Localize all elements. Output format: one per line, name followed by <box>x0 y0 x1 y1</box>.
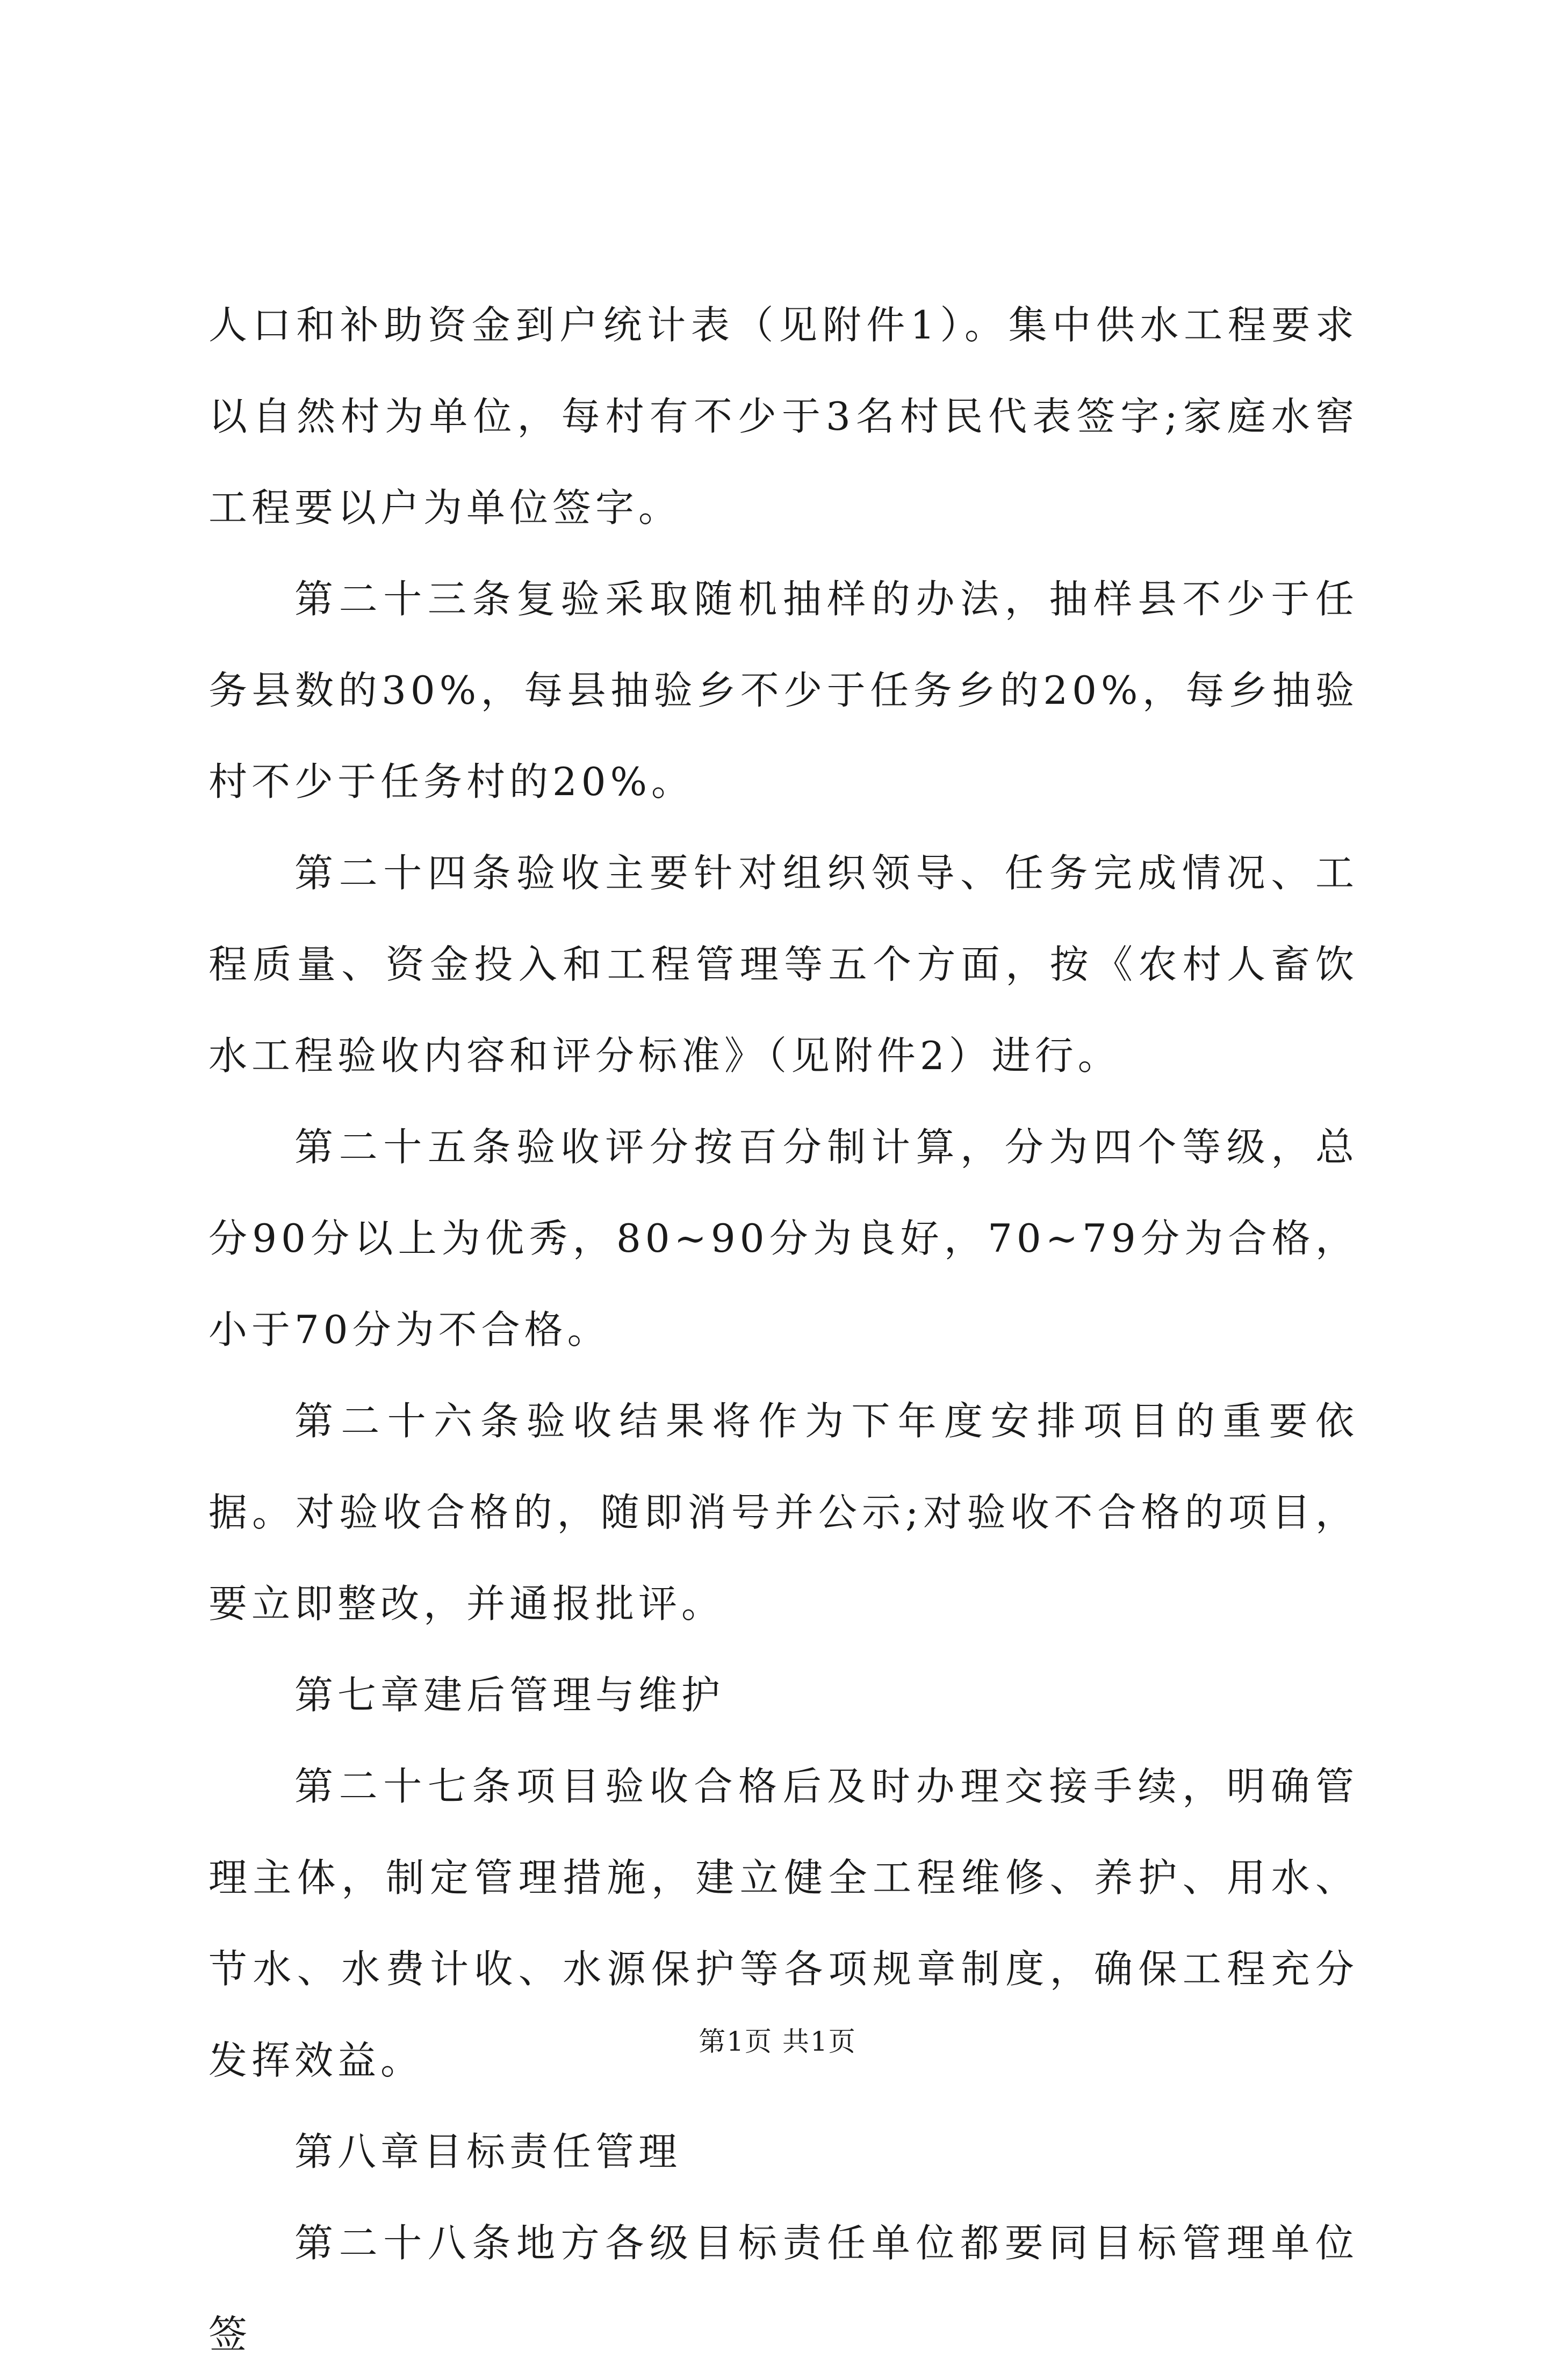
paragraph-article-25: 第二十五条验收评分按百分制计算，分为四个等级，总分90分以上为优秀，80~90分为良好，70~79分为合格，小于70分为不合格。 <box>208 1124 1358 1352</box>
paragraph-article-27: 第二十七条项目验收合格后及时办理交接手续，明确管理主体，制定管理措施，建立健全工程维修、养护、用水、节水、水费计收、水源保护等各项规章制度，确保工程充分发挥效益。 <box>208 1764 1358 2083</box>
paragraph-article-26: 第二十六条验收结果将作为下年度安排项目的重要依据。对验收合格的，随即消号并公示;对验收不合格的项目，要立即整改，并通报批评。 <box>208 1398 1358 1626</box>
chapter-7-heading: 第七章建后管理与维护 <box>294 1672 725 1718</box>
paragraph-1: 人口和补助资金到户统计表（见附件1）。集中供水工程要求以自然村为单位，每村有不少于3名村民代表签字;家庭水窖工程要以户为单位签字。 <box>208 302 1358 530</box>
page-footer: 第1页 共1页 <box>699 2026 856 2057</box>
document-body <box>208 279 1358 2380</box>
paragraph-article-23: 第二十三条复验采取随机抽样的办法，抽样县不少于任务县数的30%，每县抽验乡不少于任务乡的20%，每乡抽验村不少于任务村的20%。 <box>208 576 1358 804</box>
chapter-8-heading: 第八章目标责任管理 <box>294 2129 682 2174</box>
paragraph-article-24: 第二十四条验收主要针对组织领导、任务完成情况、工程质量、资金投入和工程管理等五个方面，按《农村人畜饮水工程验收内容和评分标准》（见附件2）进行。 <box>208 850 1358 1078</box>
paragraph-article-28: 第二十八条地方各级目标责任单位都要同目标管理单位签 <box>208 2220 1358 2357</box>
